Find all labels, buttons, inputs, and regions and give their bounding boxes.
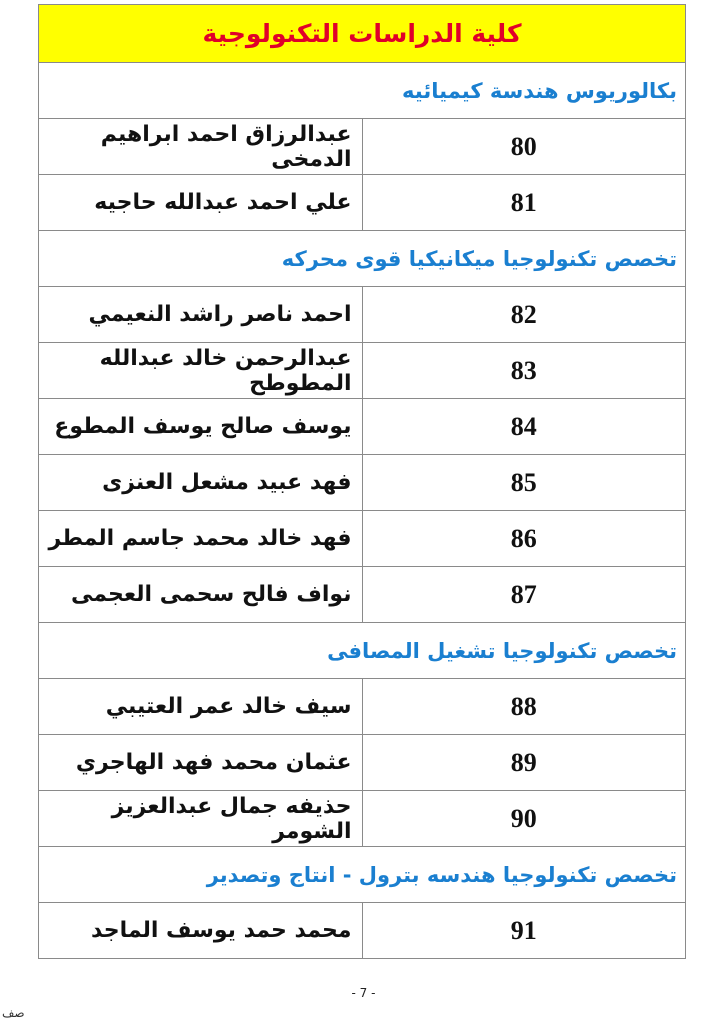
row-number: 80 bbox=[362, 119, 686, 175]
table-row bbox=[39, 399, 686, 455]
student-name: فهد خالد محمد جاسم المطر bbox=[39, 511, 363, 567]
section-row bbox=[39, 63, 686, 119]
student-name: احمد ناصر راشد النعيمي bbox=[39, 287, 363, 343]
table-row bbox=[39, 511, 686, 567]
table-row bbox=[39, 175, 686, 231]
table-row bbox=[39, 287, 686, 343]
table-row bbox=[39, 679, 686, 735]
title-row bbox=[39, 5, 686, 63]
student-name: محمد حمد يوسف الماجد bbox=[39, 903, 363, 959]
page-number: - 7 - bbox=[351, 986, 376, 1000]
student-name: عبدالرزاق احمد ابراهيم الدمخى bbox=[39, 119, 363, 175]
table-row bbox=[39, 903, 686, 959]
table-row bbox=[39, 119, 686, 175]
section-heading: تخصص تكنولوجيا تشغيل المصافى bbox=[39, 623, 686, 679]
student-name: عبدالرحمن خالد عبدالله المطوطح bbox=[39, 343, 363, 399]
section-heading: تخصص تكنولوجيا هندسه بترول - انتاج وتصدير bbox=[39, 847, 686, 903]
row-number: 87 bbox=[362, 567, 686, 623]
section-heading: بكالوريوس هندسة كيميائيه bbox=[39, 63, 686, 119]
roster-table bbox=[38, 4, 686, 959]
row-number: 83 bbox=[362, 343, 686, 399]
row-number: 88 bbox=[362, 679, 686, 735]
corner-mark: صف bbox=[2, 1006, 25, 1020]
student-name: علي احمد عبدالله حاجيه bbox=[39, 175, 363, 231]
row-number: 84 bbox=[362, 399, 686, 455]
table-row bbox=[39, 567, 686, 623]
roster-page bbox=[38, 4, 686, 959]
student-name: حذيفه جمال عبدالعزيز الشومر bbox=[39, 791, 363, 847]
table-row bbox=[39, 343, 686, 399]
student-name: يوسف صالح يوسف المطوع bbox=[39, 399, 363, 455]
row-number: 85 bbox=[362, 455, 686, 511]
student-name: نواف فالح سحمى العجمى bbox=[39, 567, 363, 623]
table-row bbox=[39, 735, 686, 791]
student-name: سيف خالد عمر العتيبي bbox=[39, 679, 363, 735]
row-number: 82 bbox=[362, 287, 686, 343]
section-row bbox=[39, 847, 686, 903]
table-row bbox=[39, 791, 686, 847]
college-title: كلية الدراسات التكنولوجية bbox=[39, 5, 686, 63]
student-name: فهد عبيد مشعل العنزى bbox=[39, 455, 363, 511]
row-number: 90 bbox=[362, 791, 686, 847]
row-number: 81 bbox=[362, 175, 686, 231]
student-name: عثمان محمد فهد الهاجري bbox=[39, 735, 363, 791]
row-number: 86 bbox=[362, 511, 686, 567]
row-number: 89 bbox=[362, 735, 686, 791]
section-row bbox=[39, 231, 686, 287]
section-row bbox=[39, 623, 686, 679]
table-row bbox=[39, 455, 686, 511]
section-heading: تخصص تكنولوجيا ميكانيكيا قوى محركه bbox=[39, 231, 686, 287]
row-number: 91 bbox=[362, 903, 686, 959]
